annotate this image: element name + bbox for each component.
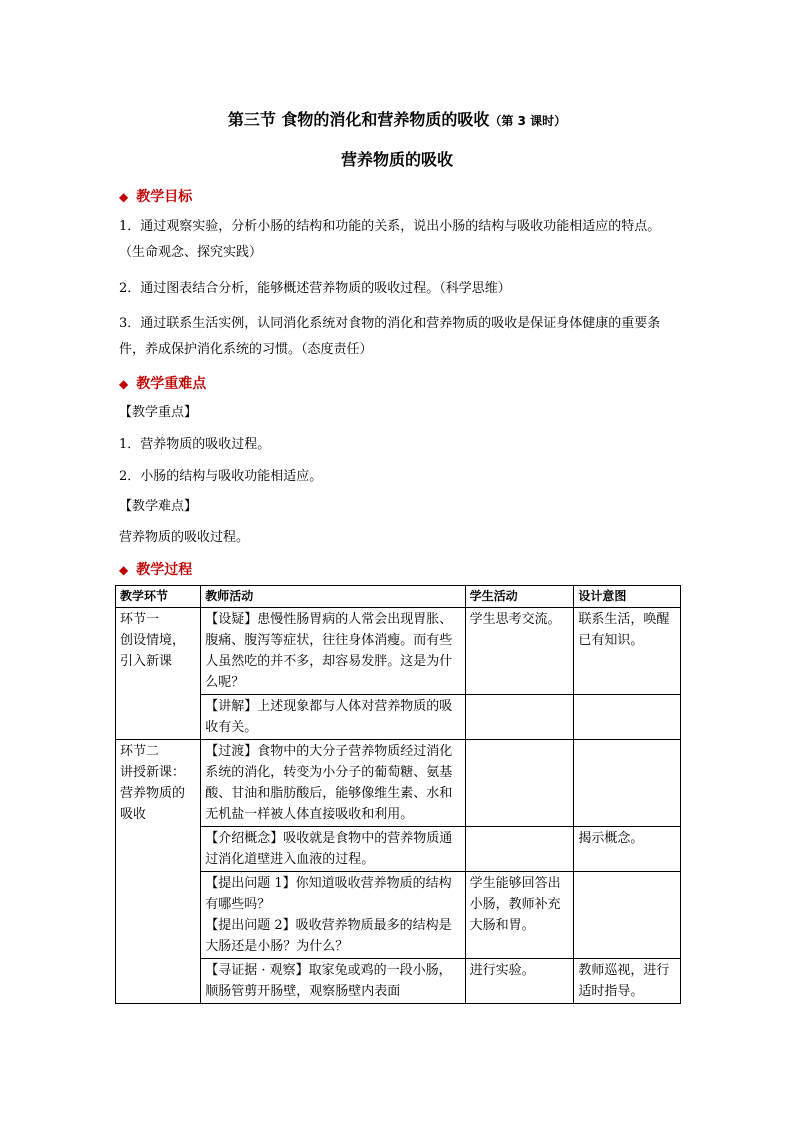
table-row: [116, 740, 681, 827]
student-cell: 进行实验。: [465, 959, 574, 1004]
teacher-cell: 【设疑】患慢性肠胃病的人常会出现胃胀、腹痛、腹泻等症状，往往身体消瘦。而有些人虽然吃的并不多，却容易发胖。这是为什么呢？: [201, 608, 465, 695]
goal-item: 2．通过图表结合分析，能够概述营养物质的吸收过程。（科学思维）: [119, 281, 511, 296]
table-header-cell: 设计意图: [574, 586, 681, 608]
focus-label: 【教学重点】: [119, 405, 198, 420]
intent-cell: [574, 740, 681, 827]
table-header-cell: 教师活动: [201, 586, 465, 608]
diamond-bullet-icon: ◆: [119, 377, 129, 391]
student-cell: [465, 740, 574, 827]
teacher-cell: 【过渡】食物中的大分子营养物质经过消化系统的消化，转变为小分子的葡萄糖、氨基酸、甘油和脂肪酸后，能够像维生素、水和无机盐一样被人体直接吸收和利用。: [201, 740, 465, 827]
table-header-row: [116, 586, 681, 608]
focus-item: 2．小肠的结构与吸收功能相适应。: [119, 469, 323, 484]
section-heading-goals: [119, 186, 192, 206]
student-cell: 学生能够回答出小肠，教师补充大肠和胃。: [465, 872, 574, 959]
title-suffix: （第 3 课时）: [489, 114, 567, 128]
key-heading: 教学重难点: [136, 376, 207, 392]
teacher-cell: 【寻证据 · 观察】取家兔或鸡的一段小肠，顺肠管剪开肠壁，观察肠壁内表面: [201, 959, 465, 1004]
intent-cell: [574, 695, 681, 740]
difficulty-label: 【教学难点】: [119, 499, 198, 514]
table-row: [116, 695, 681, 740]
diamond-bullet-icon: ◆: [119, 190, 129, 204]
student-cell: [465, 695, 574, 740]
goal-item: 1．通过观察实验，分析小肠的结构和功能的关系，说出小肠的结构与吸收功能相适应的特点。（生命观念、探究实践）: [119, 219, 661, 260]
section-heading-key: [119, 373, 206, 393]
teacher-question-1: 【提出问题 1】你知道吸收营养物质的结构有哪些吗？: [205, 876, 452, 912]
table-row: [116, 872, 681, 959]
difficulty-text: 营养物质的吸收过程。: [119, 530, 250, 545]
intent-cell: 联系生活，唤醒已有知识。: [574, 608, 681, 695]
teacher-question-2: 【提出问题 2】吸收营养物质最多的结构是大肠还是小肠？为什么？: [205, 918, 452, 954]
process-table: [115, 585, 681, 1004]
stage-cell: 环节二 讲授新课：营养物质的吸收: [116, 740, 201, 1004]
section-heading-process: [119, 559, 192, 579]
document-title: [0, 107, 794, 130]
table-header-cell: 教学环节: [116, 586, 201, 608]
teacher-cell: [201, 872, 465, 959]
title-main: 第三节 食物的消化和营养物质的吸收: [227, 110, 490, 129]
process-heading: 教学过程: [136, 562, 193, 578]
diamond-bullet-icon: ◆: [119, 563, 129, 577]
student-cell: [465, 827, 574, 872]
teacher-cell: 【介绍概念】吸收就是食物中的营养物质通过消化道壁进入血液的过程。: [201, 827, 465, 872]
focus-item: 1．营养物质的吸收过程。: [119, 437, 271, 452]
teacher-cell: 【讲解】上述现象都与人体对营养物质的吸收有关。: [201, 695, 465, 740]
table-row: [116, 608, 681, 695]
document-subtitle: 营养物质的吸收: [340, 150, 453, 169]
goal-item: 3．通过联系生活实例，认同消化系统对食物的消化和营养物质的吸收是保证身体健康的重要条件，养成保护消化系统的习惯。（态度责任）: [119, 316, 661, 357]
intent-cell: [574, 872, 681, 959]
stage-cell: 环节一 创设情境，引入新课: [116, 608, 201, 740]
student-cell: 学生思考交流。: [465, 608, 574, 695]
table-row: [116, 959, 681, 1004]
table-header-cell: 学生活动: [465, 586, 574, 608]
table-row: [116, 827, 681, 872]
intent-cell: 揭示概念。: [574, 827, 681, 872]
intent-cell: 教师巡视，进行适时指导。: [574, 959, 681, 1004]
goals-heading: 教学目标: [136, 189, 193, 205]
